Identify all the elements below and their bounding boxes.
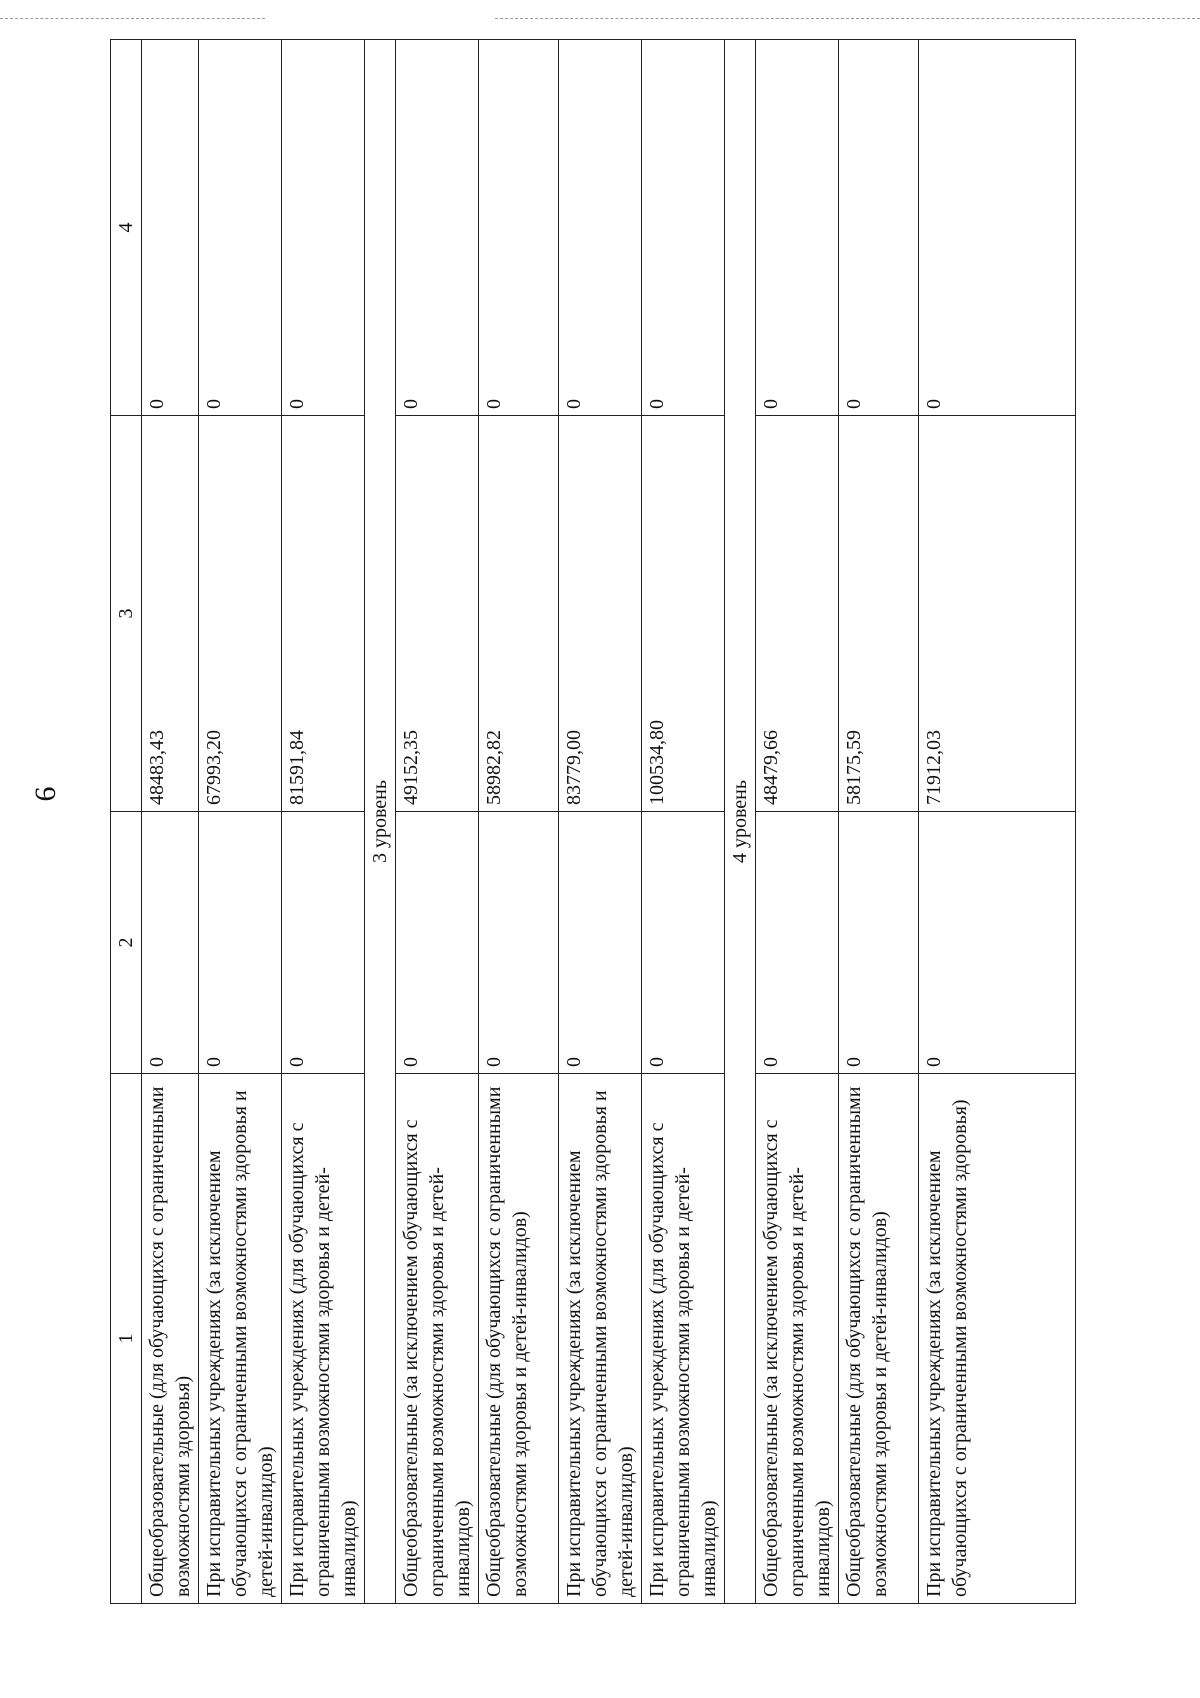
institution-type-cell: Общеобразовательные (для обучающихся с ограниченными возможностями здоровья и детей-инвалидов) [479, 1074, 559, 1604]
table-header-row [111, 40, 142, 1604]
value-cell: 0 [199, 812, 282, 1074]
institution-type-cell: Общеобразовательные (за исключением обучающихся с ограниченными возможностями здоровья и детей-инвалидов) [756, 1074, 839, 1604]
value-cell: 49152,35 [396, 416, 479, 812]
scan-artifact-line [495, 18, 1200, 19]
value-cell: 0 [919, 40, 1076, 416]
institution-type-cell: При исправительных учреждениях (за исключением обучающихся с ограниченными возможностями здоровья и детей-инвалидов) [559, 1074, 642, 1604]
table-row [839, 40, 919, 1604]
value-cell: 48483,43 [142, 416, 199, 812]
value-cell: 67993,20 [199, 416, 282, 812]
value-cell: 100534,80 [642, 416, 725, 812]
level-heading: 4 уровень [725, 40, 756, 1604]
table-row [756, 40, 839, 1604]
value-cell: 81591,84 [282, 416, 365, 812]
value-cell: 0 [642, 812, 725, 1074]
page-number: 6 [29, 786, 62, 802]
value-cell: 0 [839, 40, 919, 416]
institution-type-cell: Общеобразовательные (для обучающихся с ограниченными возможностями здоровья) [142, 1074, 199, 1604]
institution-type-cell: Общеобразовательные (за исключением обучающихся с ограниченными возможностями здоровья и детей-инвалидов) [396, 1074, 479, 1604]
value-cell: 58175,59 [839, 416, 919, 812]
level-heading-row [725, 40, 756, 1604]
value-cell: 0 [142, 812, 199, 1074]
value-cell: 0 [199, 40, 282, 416]
table-row [142, 40, 199, 1604]
value-cell: 0 [282, 40, 365, 416]
header-cell: 2 [111, 812, 142, 1074]
table-row [559, 40, 642, 1604]
value-cell: 71912,03 [919, 416, 1076, 812]
value-cell: 0 [282, 812, 365, 1074]
value-cell: 0 [479, 812, 559, 1074]
header-cell: 1 [111, 1074, 142, 1604]
table-row [919, 40, 1076, 1604]
value-cell: 0 [756, 812, 839, 1074]
value-cell: 0 [559, 812, 642, 1074]
institution-type-cell: Общеобразовательные (для обучающихся с ограниченными возможностями здоровья и детей-инвалидов) [839, 1074, 919, 1604]
institution-type-cell: При исправительных учреждениях (за исключением обучающихся с ограниченными возможностями здоровья) [919, 1074, 1076, 1604]
value-cell: 48479,66 [756, 416, 839, 812]
institution-type-cell: При исправительных учреждениях (для обучающихся с ограниченными возможностями здоровья и детей-инвалидов) [282, 1074, 365, 1604]
value-cell: 0 [559, 40, 642, 416]
table-row [199, 40, 282, 1604]
tariff-table [110, 39, 1076, 1604]
level-heading: 3 уровень [365, 40, 396, 1604]
table-row [396, 40, 479, 1604]
header-cell: 4 [111, 40, 142, 416]
value-cell: 0 [396, 40, 479, 416]
value-cell: 83779,00 [559, 416, 642, 812]
rotated-table-container [110, 40, 1076, 1604]
header-cell: 3 [111, 416, 142, 812]
table-row [282, 40, 365, 1604]
value-cell: 0 [479, 40, 559, 416]
value-cell: 0 [839, 812, 919, 1074]
institution-type-cell: При исправительных учреждениях (за исключением обучающихся с ограниченными возможностями здоровья и детей-инвалидов) [199, 1074, 282, 1604]
value-cell: 0 [396, 812, 479, 1074]
value-cell: 0 [142, 40, 199, 416]
value-cell: 0 [919, 812, 1076, 1074]
table-row [642, 40, 725, 1604]
scan-artifact-line [0, 18, 265, 19]
value-cell: 0 [642, 40, 725, 416]
level-heading-row [365, 40, 396, 1604]
value-cell: 0 [756, 40, 839, 416]
table-row [479, 40, 559, 1604]
value-cell: 58982,82 [479, 416, 559, 812]
institution-type-cell: При исправительных учреждениях (для обучающихся с ограниченными возможностями здоровья и детей-инвалидов) [642, 1074, 725, 1604]
